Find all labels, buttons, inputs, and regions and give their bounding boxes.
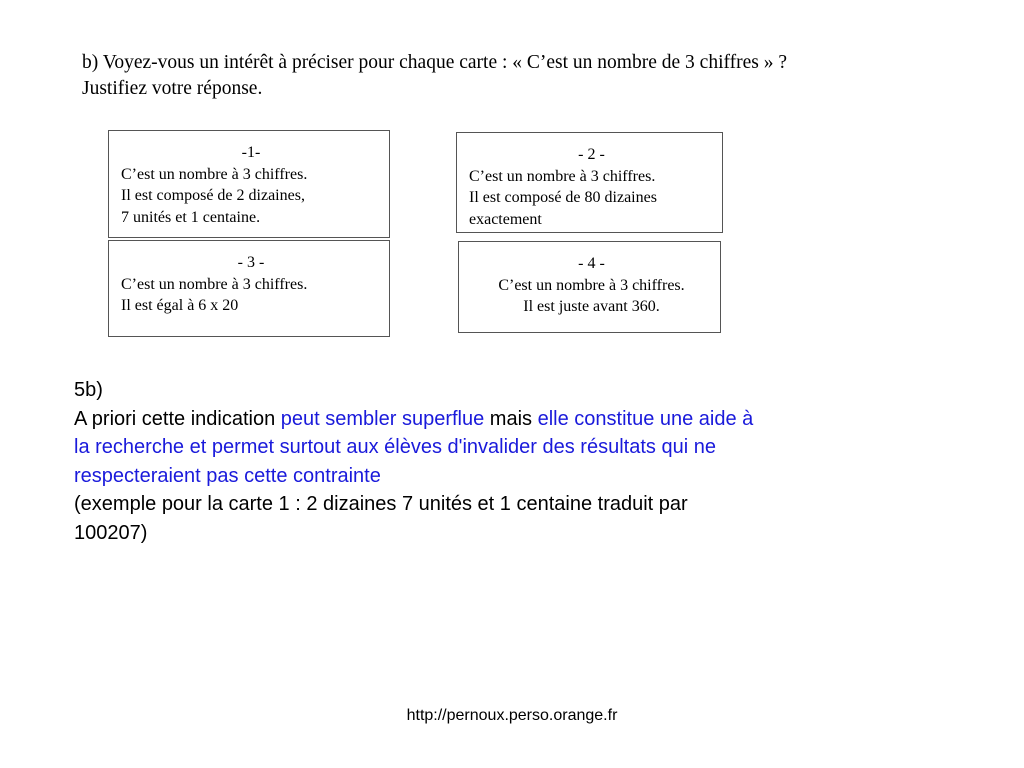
exercise-question: [82, 50, 982, 102]
answer-highlight: elle constitue une aide à: [537, 407, 754, 430]
answer-highlight: peut sembler superflue: [280, 407, 485, 430]
card-4-line-1: C’est un nombre à 3 chiffres.: [498, 276, 685, 294]
card-2-number: - 2 -: [578, 146, 605, 163]
card-1: [108, 130, 390, 238]
card-3-number: - 3 -: [237, 254, 265, 271]
card-1-line-3: 7 unités et 1 centaine.: [121, 208, 261, 226]
answer-row-3: respecteraient pas cette contrainte: [74, 464, 381, 487]
card-4-number: - 4 -: [578, 255, 605, 272]
card-3-line-2: Il est égal à 6 x 20: [121, 297, 239, 314]
footer-url: http://pernoux.perso.orange.fr: [406, 707, 618, 724]
card-2-line-1: C’est un nombre à 3 chiffres.: [469, 167, 656, 185]
answer-row-2: la recherche et permet surtout aux élèves d'invalider des résultats qui ne: [74, 436, 716, 458]
card-4: [458, 241, 721, 333]
card-3: [108, 240, 390, 337]
answer-heading: 5b): [74, 379, 103, 401]
question-line-2: Justifiez votre réponse.: [82, 78, 263, 99]
card-4-line-2: Il est juste avant 360.: [523, 298, 660, 315]
answer-row-1: [74, 405, 974, 434]
card-2-line-2: Il est composé de 80 dizaines: [469, 189, 657, 206]
card-1-line-2: Il est composé de 2 dizaines,: [121, 187, 305, 204]
answer-block: [74, 376, 974, 547]
card-3-line-1: C’est un nombre à 3 chiffres.: [121, 275, 308, 293]
card-2-line-3: exactement: [469, 210, 542, 228]
answer-text: mais: [484, 407, 538, 430]
card-2: [456, 132, 723, 233]
answer-row-4: (exemple pour la carte 1 : 2 dizaines 7 unités et 1 centaine traduit par: [74, 493, 688, 515]
question-line-1: b) Voyez-vous un intérêt à préciser pour chaque carte : « C’est un nombre de 3 chiffres » ?: [82, 52, 788, 73]
answer-text: A priori cette indication: [74, 407, 281, 430]
answer-row-5: 100207): [74, 521, 148, 544]
card-1-line-1: C’est un nombre à 3 chiffres.: [121, 165, 308, 183]
card-1-number: -1-: [241, 144, 261, 161]
